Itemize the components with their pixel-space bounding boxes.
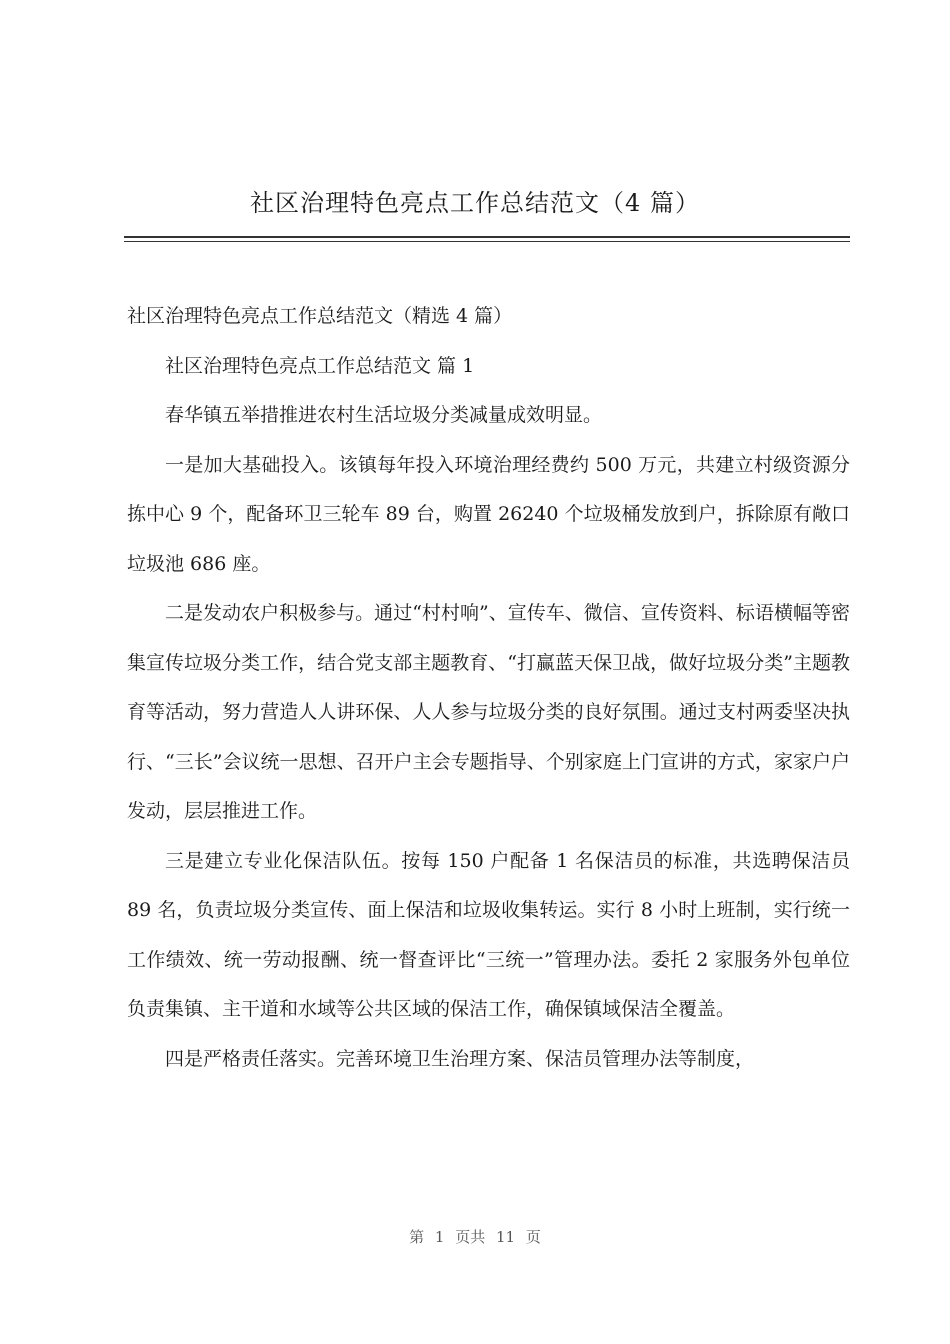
paragraph-intro: 春华镇五举措推进农村生活垃圾分类减量成效明显。 xyxy=(165,404,603,426)
title-divider xyxy=(124,236,850,242)
paragraph-point-3: 三是建立专业化保洁队伍。按每 150 户配备 1 名保洁员的标准，共选聘保洁员 89 名，负责垃圾分类宣传、面上保洁和垃圾收集转运。实行 8 小时上班制，实行统一工作绩效、统一劳动报酬、统一督查评比“三统一”管理办法。委托 2 家服务外包单位负责集镇、主干道和水域等公共区域的保洁工作，确保镇域保洁全覆盖。 xyxy=(127,849,850,1020)
paragraph-section-heading: 社区治理特色亮点工作总结范文 篇 1 xyxy=(165,354,475,377)
paragraph-subtitle: 社区治理特色亮点工作总结范文（精选 4 篇） xyxy=(127,305,513,327)
page-footer: 第 1 页共 11 页 xyxy=(409,1228,541,1246)
document-body xyxy=(127,292,850,1084)
document-title: 社区治理特色亮点工作总结范文（4 篇） xyxy=(250,189,700,217)
paragraph-point-4: 四是严格责任落实。完善环境卫生治理方案、保洁员管理办法等制度， xyxy=(165,1047,755,1070)
paragraph-point-1: 一是加大基础投入。该镇每年投入环境治理经费约 500 万元，共建立村级资源分拣中心 9 个，配备环卫三轮车 89 台，购置 26240 个垃圾桶发放到户，拆除原有敞口垃圾池 686 座。 xyxy=(127,453,850,575)
paragraph-point-2: 二是发动农户积极参与。通过“村村响”、宣传车、微信、宣传资料、标语横幅等密集宣传垃圾分类工作，结合党支部主题教育、“打赢蓝天保卫战，做好垃圾分类”主题教育等活动，努力营造人人讲环保、人人参与垃圾分类的良好氛围。通过支村两委坚决执行、“三长”会议统一思想、召开户主会专题指导、个别家庭上门宣讲的方式，家家户户发动，层层推进工作。 xyxy=(127,602,850,822)
